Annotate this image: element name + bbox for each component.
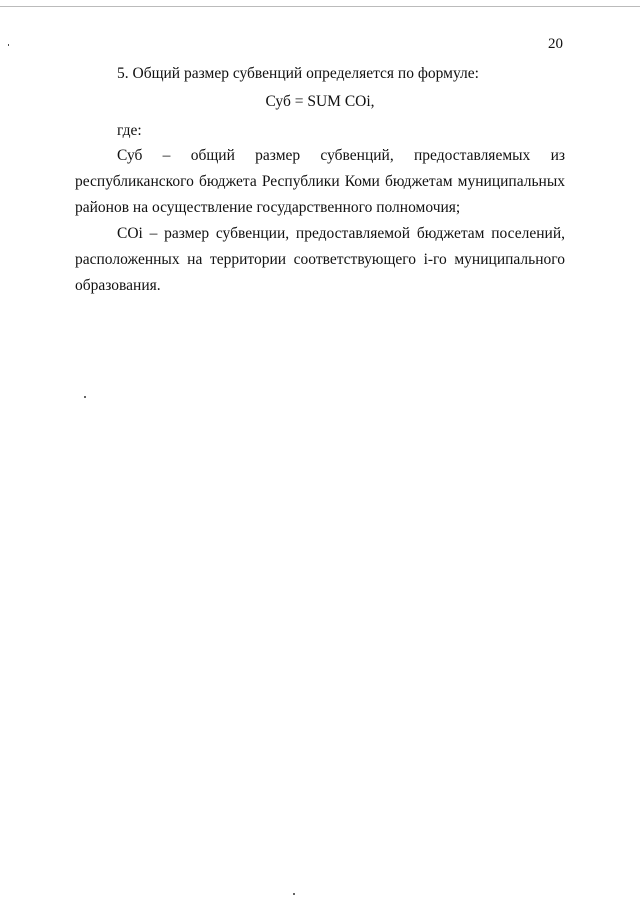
- scan-speck: [84, 396, 86, 398]
- where-label: где:: [117, 122, 142, 139]
- paragraph-5: 5. Общий размер субвенций определяется по формуле:: [117, 65, 479, 82]
- coi-definition-line: COi – размер субвенции, предоставляемой бюджетам поселений,: [117, 225, 565, 242]
- sub-definition-line: Суб – общий размер субвенций, предоставляемых из: [117, 147, 565, 164]
- scan-edge-line: [0, 6, 640, 7]
- page-number: 20: [548, 36, 563, 52]
- sub-definition-line: республиканского бюджета Республики Коми бюджетам муниципальных: [75, 173, 565, 190]
- sub-definition-line: районов на осуществление государственного полномочия;: [75, 199, 461, 216]
- coi-definition-line: расположенных на территории соответствующего i-го муниципального: [75, 251, 565, 268]
- scan-speck: [293, 893, 295, 895]
- scan-speck: [8, 44, 9, 46]
- formula: Суб = SUM COi,: [265, 93, 375, 110]
- coi-definition-line: образования.: [75, 277, 161, 294]
